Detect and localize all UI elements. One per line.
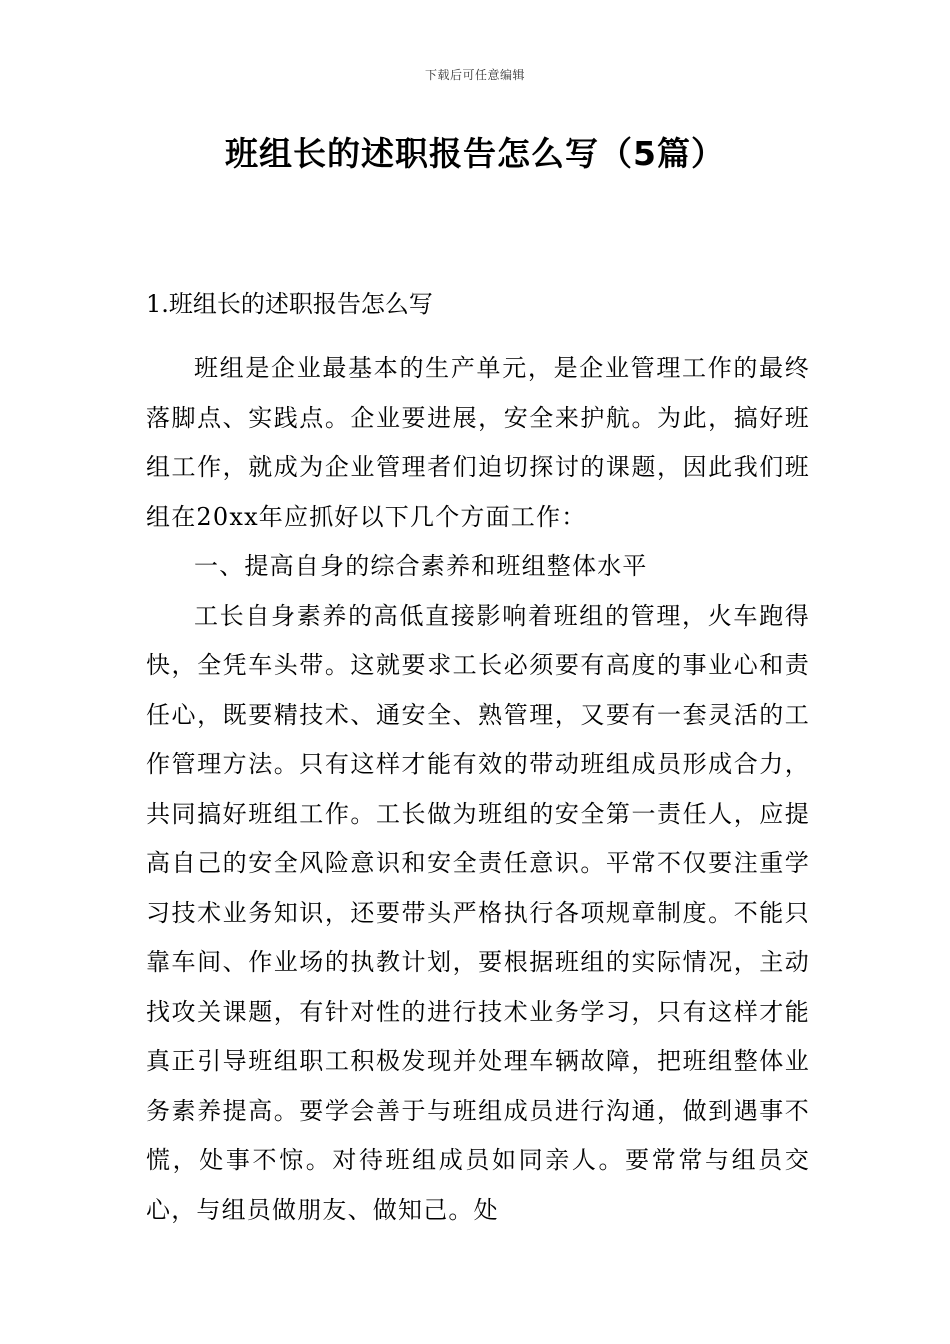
- paragraph-intro: 班组是企业最基本的生产单元，是企业管理工作的最终落脚点、实践点。企业要进展，安全来护航。为此，搞好班组工作，就成为企业管理者们迫切探讨的课题，因此我们班组在20xx年应抓好以下几个方面工作：: [146, 354, 810, 531]
- sub-heading: 一、提高自身的综合素养和班组整体水平: [194, 552, 648, 580]
- document-title: 班组长的述职报告怎么写（5篇）: [225, 134, 725, 173]
- document-body: [146, 280, 810, 1235]
- paragraph-body: 工长自身素养的高低直接影响着班组的管理，火车跑得快，全凭车头带。这就要求工长必须要有高度的事业心和责任心，既要精技术、通安全、熟管理，又要有一套灵活的工作管理方法。只有这样才能有效的带动班组成员形成合力，共同搞好班组工作。工长做为班组的安全第一责任人，应提高自己的安全风险意识和安全责任意识。平常不仅要注重学习技术业务知识，还要带头严格执行各项规章制度。不能只靠车间、作业场的执教计划，要根据班组的实际情况，主动找攻关课题，有针对性的进行技术业务学习，只有这样才能真正引导班组职工积极发现并处理车辆故障，把班组整体业务素养提高。要学会善于与班组成员进行沟通，做到遇事不慌，处事不惊。对待班组成员如同亲人。要常常与组员交心，与组员做朋友、做知己。处: [146, 601, 810, 1224]
- section-heading: 1.班组长的述职报告怎么写: [146, 290, 433, 318]
- header-note: 下载后可任意编辑: [424, 68, 525, 82]
